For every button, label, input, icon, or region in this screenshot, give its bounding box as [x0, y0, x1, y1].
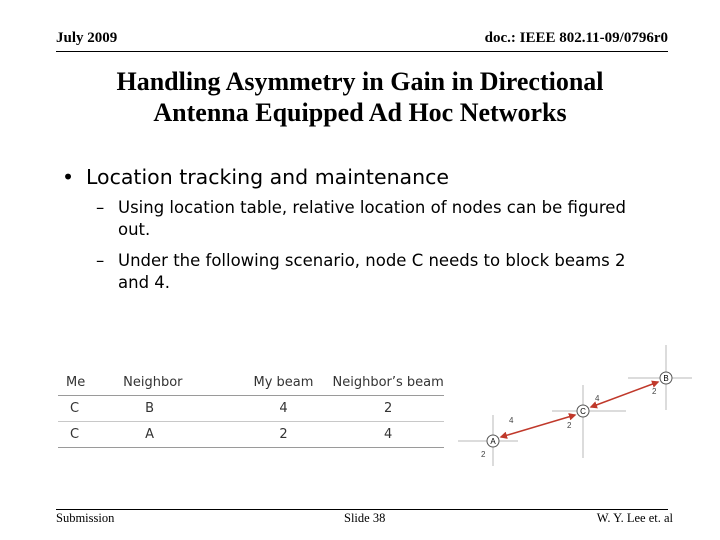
table-row	[58, 422, 444, 448]
sub-bullet-item	[96, 250, 656, 294]
table-cell: C	[70, 401, 80, 416]
footer-divider	[56, 509, 668, 510]
footer-submission: Submission	[56, 511, 115, 525]
footer-slide-number: Slide 38	[344, 511, 386, 525]
dash-icon: –	[96, 251, 105, 270]
slide-title-line-1: Handling Asymmetry in Gain in Directional	[116, 67, 604, 96]
node-a	[487, 435, 499, 447]
beam-label: 4	[509, 416, 514, 425]
bullet-dot-icon: •	[62, 165, 75, 189]
table-cell: A	[145, 427, 155, 442]
bullet-item	[62, 165, 449, 189]
table-cell: 4	[279, 401, 288, 416]
sub-bullet-text: Using location table, relative location of nodes can be figured out.	[118, 198, 626, 239]
column-header-my-beam: My beam	[253, 375, 314, 390]
table-cell: 2	[384, 401, 393, 416]
beam-link-c-b	[591, 382, 658, 407]
node-label: C	[580, 407, 586, 416]
footer-authors: W. Y. Lee et. al	[596, 511, 673, 525]
bullet-text: Location tracking and maintenance	[86, 165, 449, 189]
column-header-me: Me	[66, 375, 86, 390]
node-b	[660, 372, 672, 384]
column-header-neighbor-beam: Neighbor’s beam	[332, 375, 444, 390]
location-table	[58, 370, 444, 448]
beam-label: 2	[652, 387, 657, 396]
beam-label: 2	[481, 450, 486, 459]
node-label: B	[663, 374, 669, 383]
node-c	[577, 405, 589, 417]
beam-label: 2	[567, 421, 572, 430]
header-divider	[56, 51, 668, 52]
table-cell: B	[145, 401, 155, 416]
beam-label: 4	[595, 394, 600, 403]
sub-bullet-item	[96, 197, 656, 241]
table-cell: 2	[279, 427, 288, 442]
node-beam-diagram	[456, 340, 696, 470]
node-label: A	[490, 437, 496, 446]
sub-bullet-text: Under the following scenario, node C needs to block beams 2 and 4.	[118, 251, 626, 292]
dash-icon: –	[96, 198, 105, 217]
table-row	[58, 396, 444, 422]
column-header-neighbor: Neighbor	[123, 375, 183, 390]
table-header-row	[58, 370, 444, 396]
table-cell: C	[70, 427, 80, 442]
header-date: July 2009	[56, 30, 118, 46]
table-cell: 4	[384, 427, 393, 442]
header-doc-id: doc.: IEEE 802.11-09/0796r0	[484, 30, 668, 46]
slide-title	[40, 66, 680, 128]
slide-title-line-2: Antenna Equipped Ad Hoc Networks	[153, 98, 567, 127]
